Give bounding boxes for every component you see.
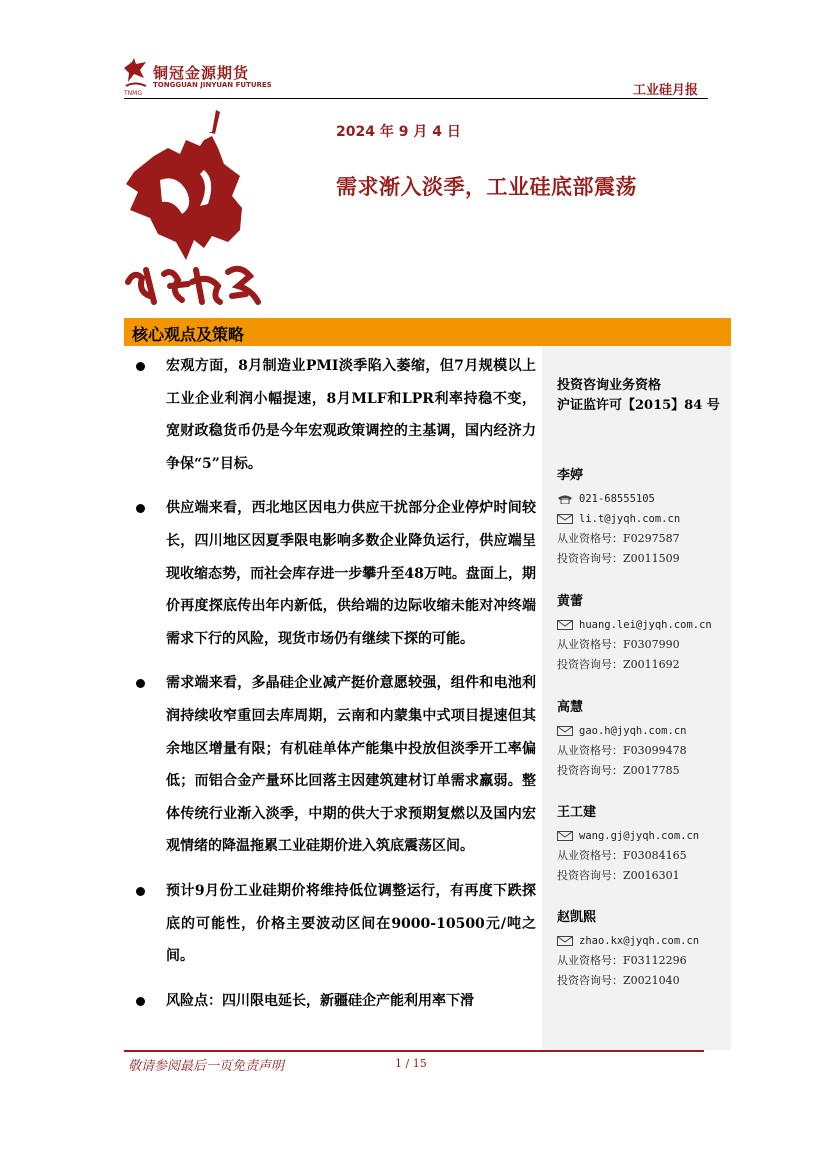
analyst-email[interactable]: zhao.kx@jyqh.com.cn — [579, 935, 700, 947]
qualification-block — [557, 376, 720, 416]
analyst-email[interactable]: huang.lei@jyqh.com.cn — [579, 619, 712, 631]
list-item: 宏观方面，8月制造业PMI淡季陷入萎缩，但7月规模以上工业企业利润小幅提速，8月MLF和LPR利率持稳不变，宽财政稳货币仍是今年宏观政策调控的主基调，国内经济力争保“5”目标。 — [134, 350, 536, 480]
analyst-email[interactable]: li.t@jyqh.com.cn — [579, 513, 681, 525]
analyst-cert-number: 从业资格号：F0297587 — [557, 532, 680, 545]
analyst-advisory-number: 投资咨询号：Z0021040 — [557, 974, 680, 987]
report-date: 2024 年 9 月 4 日 — [336, 124, 461, 140]
analyst-name: 赵凯熙 — [557, 910, 597, 925]
email-icon — [557, 936, 573, 946]
list-item: 供应端来看，西北地区因电力供应干扰部分企业停炉时间较长，四川地区因夏季限电影响多数企业降负运行，供应端呈现收缩态势，而社会库存进一步攀升至48万吨。盘面上，期价再度探底传出年内新低，供给端的边际收缩未能对冲终端需求下行的风险，现货市场仍有继续下探的可能。 — [134, 492, 536, 655]
analyst-cert-number: 从业资格号：F03084165 — [557, 849, 687, 862]
analyst-name: 王工建 — [557, 805, 597, 820]
email-icon — [557, 620, 573, 630]
analyst-cert-number: 从业资格号：F0307990 — [557, 638, 680, 651]
email-icon — [557, 726, 573, 736]
analyst-name: 高慧 — [557, 700, 584, 715]
license-number: 沪证监许可【2015】84 号 — [557, 398, 720, 413]
analyst-email[interactable]: wang.gj@jyqh.com.cn — [579, 830, 700, 842]
company-name-en: TONGGUAN JINYUAN FUTURES — [153, 81, 272, 89]
report-type: 工业硅月报 — [632, 83, 698, 98]
analyst-card — [557, 906, 727, 991]
analyst-cert-number: 从业资格号：F03099478 — [557, 744, 687, 757]
section-title: 核心观点及策略 — [132, 325, 245, 344]
analyst-card — [557, 464, 727, 569]
analyst-advisory-number: 投资咨询号：Z0016301 — [557, 869, 680, 882]
header-divider — [124, 98, 708, 99]
list-item: 需求端来看，多晶硅企业减产挺价意愿较强，组件和电池利润持续收窄重回去库周期，云南和内蒙集中式项目提速但其余地区增量有限；有机硅单体产能集中投放但淡季开工率偏低；而铝合金产量环比回落主因建筑建材订单需求羸弱。整体传统行业渐入淡季，中期的供大于求预期复燃以及国内宏观情绪的降温拖累工业硅期价进入筑底震荡区间。 — [134, 667, 536, 863]
analyst-name: 黄蕾 — [557, 594, 584, 609]
list-item: 风险点：四川限电延长，新疆硅企产能利用率下滑 — [134, 985, 536, 1018]
analyst-card — [557, 696, 727, 781]
analyst-email[interactable]: gao.h@jyqh.com.cn — [579, 725, 687, 737]
phone-icon — [557, 494, 573, 504]
page-number: 1 / 15 — [395, 1057, 427, 1070]
company-logo-icon — [120, 56, 150, 92]
company-short-name: TNMG — [124, 90, 142, 97]
key-points-list — [134, 350, 536, 1029]
analyst-cert-number: 从业资格号：F03112296 — [557, 954, 687, 967]
analyst-advisory-number: 投资咨询号：Z0011692 — [557, 658, 680, 671]
email-icon — [557, 831, 573, 841]
qualification-title: 投资咨询业务资格 — [557, 378, 662, 393]
analyst-card — [557, 590, 727, 675]
analyst-advisory-number: 投资咨询号：Z0011509 — [557, 552, 680, 565]
tongling-youse-calligraphy-logo — [120, 110, 265, 310]
bullet-icon — [136, 679, 145, 688]
list-item: 预计9月份工业硅期价将维持低位调整运行，有再度下跌探底的可能性，价格主要波动区间在9000-10500元/吨之间。 — [134, 875, 536, 973]
analyst-card — [557, 801, 727, 886]
analyst-advisory-number: 投资咨询号：Z0017785 — [557, 764, 680, 777]
disclaimer-note: 敬请参阅最后一页免责声明 — [128, 1059, 285, 1074]
bullet-icon — [136, 362, 145, 371]
bullet-icon — [136, 887, 145, 896]
footer-divider — [124, 1050, 704, 1052]
analyst-phone: 021-68555105 — [579, 493, 655, 505]
email-icon — [557, 514, 573, 524]
company-name-cn: 铜冠金源期货 — [153, 64, 250, 82]
bullet-icon — [136, 997, 145, 1006]
bullet-icon — [136, 504, 145, 513]
report-title: 需求渐入淡季，工业硅底部震荡 — [336, 175, 637, 199]
analyst-name: 李婷 — [557, 468, 584, 483]
